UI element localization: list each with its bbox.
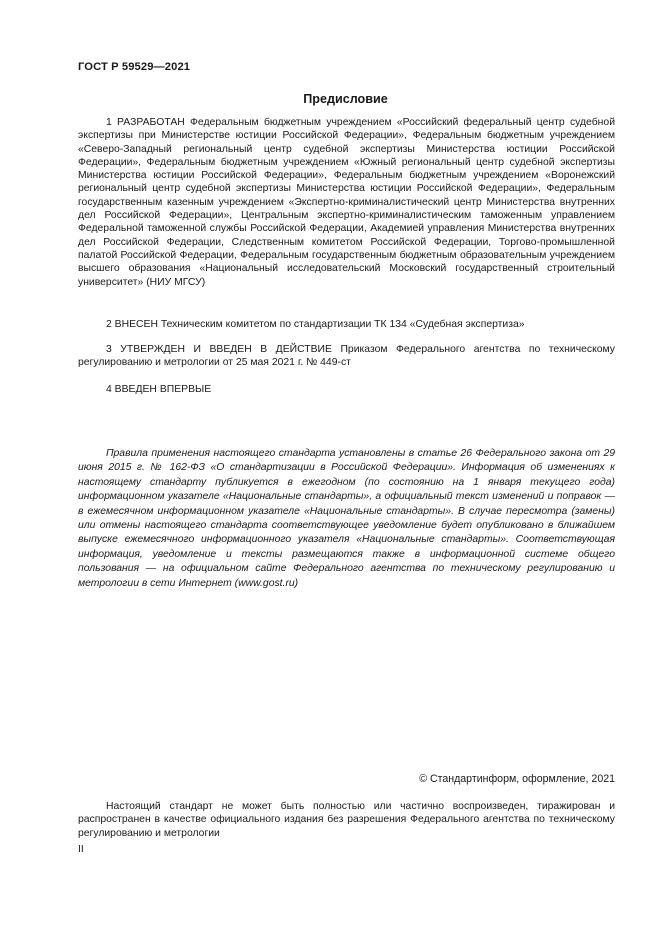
copyright-line: © Стандартинформ, оформление, 2021 xyxy=(419,773,615,785)
foreword-item-developed: 1 РАЗРАБОТАН Федеральным бюджетным учреждением «Российский федеральный центр судебной экспертизы при Министерстве юстиции Российской Федерации», Федеральным бюджетным учреждением «Северо-Западный региональный центр судебной экспертизы Министерства юстиции Российской Федерации», Федеральным бюджетным учреждением «Южный региональный центр судебной экспертизы Министерства юстиции Российской Федерации», Федеральным бюджетным учреждением «Воронежский региональный центр судебной экспертизы Министерства юстиции Российской Федерации», Федеральным государственным казенным учреждением «Экспертно-криминалистический центр Министерства внутренних дел Российской Федерации», Центральным экспертно-криминалистическим таможенным управлением Федеральной таможенной службы Российской Федерации, Академией управления Министерства внутренних дел Российской Федерации, Следственным комитетом Российской Федерации, Торгово-промышленной палатой Российской Федерации, Федеральным государственным бюджетным образовательным учреждением высшего образования «Национальный исследовательский Московский государственный строительный университет» (НИУ МГСУ) xyxy=(78,117,615,288)
standard-code-header: ГОСТ Р 59529—2021 xyxy=(78,61,191,73)
foreword-item-approved: 3 УТВЕРЖДЕН И ВВЕДЕН В ДЕЙСТВИЕ Приказом Федерального агентства по техническому регулированию и метрологии от 25 мая 2021 г. № 449-ст xyxy=(78,344,615,369)
foreword-item-introduced: 2 ВНЕСЕН Техническим комитетом по стандартизации ТК 134 «Судебная экспертиза» xyxy=(106,319,525,330)
page-number: II xyxy=(78,844,84,855)
application-rules-note: Правила применения настоящего стандарта установлены в статье 26 Федерального закона от 29 июня 2015 г. № 162-ФЗ «О стандартизации в Российской Федерации». Информация об изменениях к настоящему стандарту публикуется в ежегодном (по состоянию на 1 января текущего года) информационном указателе «Национальные стандарты», а официальный текст изменений и поправок — в ежемесячном информационном указателе «Национальные стандарты». В случае пересмотра (замены) или отмены настоящего стандарта соответствующее уведомление будет опубликовано в ближайшем выпуске ежемесячного информационного указателя «Национальные стандарты». Соответствующая информация, уведомление и тексты размещаются также в информационной системе общего пользования — на официальном сайте Федерального агентства по техническому регулированию и метрологии в сети Интернет (www.gost.ru) xyxy=(78,448,615,589)
foreword-item-first-introduced: 4 ВВЕДЕН ВПЕРВЫЕ xyxy=(106,384,212,395)
reproduction-notice: Настоящий стандарт не может быть полностью или частично воспроизведен, тиражирован и распространен в качестве официального издания без разрешения Федерального агентства по техническому регулированию и метрологии xyxy=(78,801,615,839)
page-title: Предисловие xyxy=(303,92,388,106)
